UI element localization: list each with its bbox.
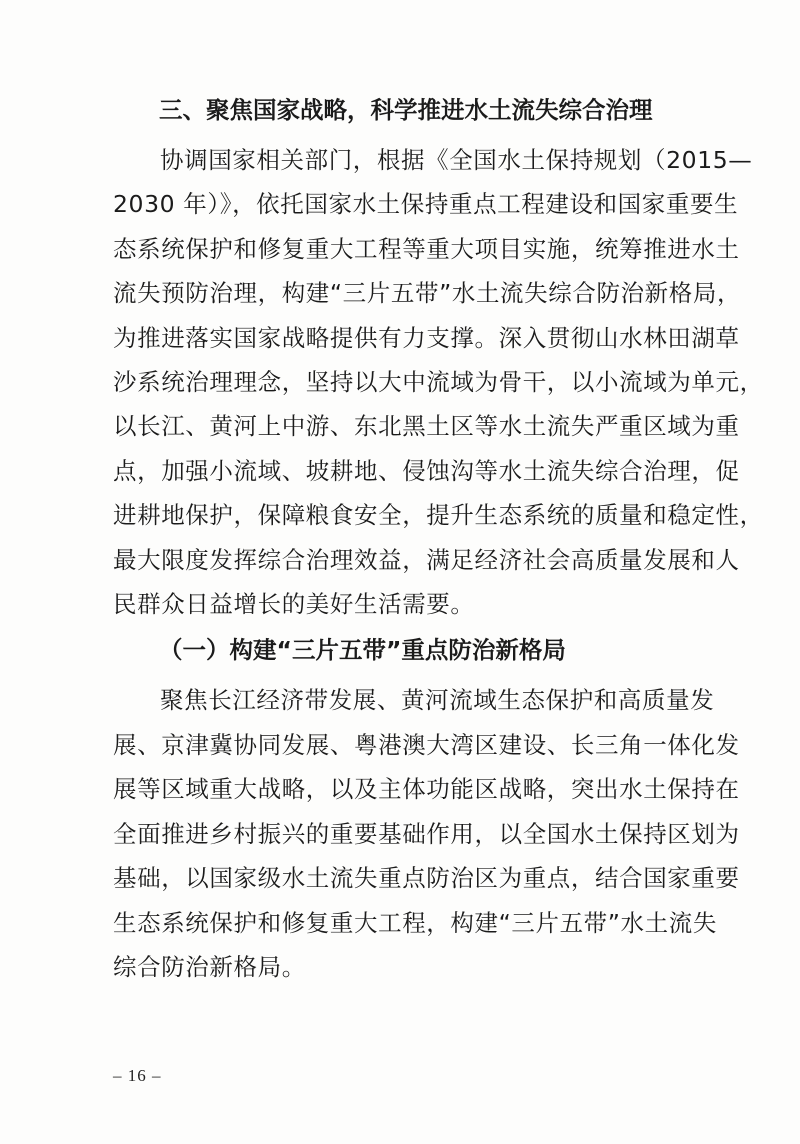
- paragraph-line: 以长江、黄河上中游、东北黑土区等水土流失严重区域为重: [113, 412, 740, 441]
- paragraph-line: 展等区域重大战略，以及主体功能区战略，突出水土保持在: [113, 775, 740, 804]
- paragraph-line: 生态系统保护和修复重大工程，构建“三片五带”水土流失: [113, 908, 717, 937]
- paragraph-line: 流失预防治理，构建“三片五带”水土流失综合防治新格局，: [113, 279, 742, 308]
- paragraph-line: 综合防治新格局。: [113, 952, 306, 981]
- paragraph-line: 为推进落实国家战略提供有力支撑。深入贯彻山水林田湖草: [113, 323, 740, 352]
- page-content: [113, 90, 764, 989]
- paragraph-line: 基础，以国家级水土流失重点防治区为重点，结合国家重要: [113, 864, 740, 893]
- paragraph-line: 展、京津冀协同发展、粤港澳大湾区建设、长三角一体化发: [113, 730, 740, 759]
- paragraph-line: 民群众日益增长的美好生活需要。: [113, 590, 475, 619]
- paragraph-1: [113, 138, 764, 626]
- subsection-heading: （一）构建“三片五带”重点防治新格局: [159, 636, 566, 665]
- paragraph-line: 沙系统治理理念，坚持以大中流域为骨干，以小流域为单元，: [113, 368, 764, 397]
- paragraph-line: 聚焦长江经济带发展、黄河流域生态保护和高质量发: [160, 686, 715, 715]
- paragraph-line: 态系统保护和修复重大工程等重大项目实施，统筹推进水土: [113, 234, 740, 263]
- paragraph-line: 最大限度发挥综合治理效益，满足经济社会高质量发展和人: [113, 545, 740, 574]
- paragraph-line: 2030 年）》，依托国家水土保持重点工程建设和国家重要生: [113, 190, 739, 219]
- paragraph-line: 进耕地保护，保障粮食安全，提升生态系统的质量和稳定性，: [113, 501, 764, 530]
- paragraph-2: [113, 678, 740, 989]
- page-number: – 16 –: [113, 1066, 162, 1085]
- section-heading: 三、聚焦国家战略，科学推进水土流失综合治理: [159, 96, 653, 124]
- paragraph-line: 协调国家相关部门，根据《全国水土保持规划（2015—: [160, 146, 753, 174]
- paragraph-line: 点，加强小流域、坡耕地、侵蚀沟等水土流失综合治理，促: [113, 456, 740, 485]
- paragraph-line: 全面推进乡村振兴的重要基础作用，以全国水土保持区划为: [113, 819, 740, 848]
